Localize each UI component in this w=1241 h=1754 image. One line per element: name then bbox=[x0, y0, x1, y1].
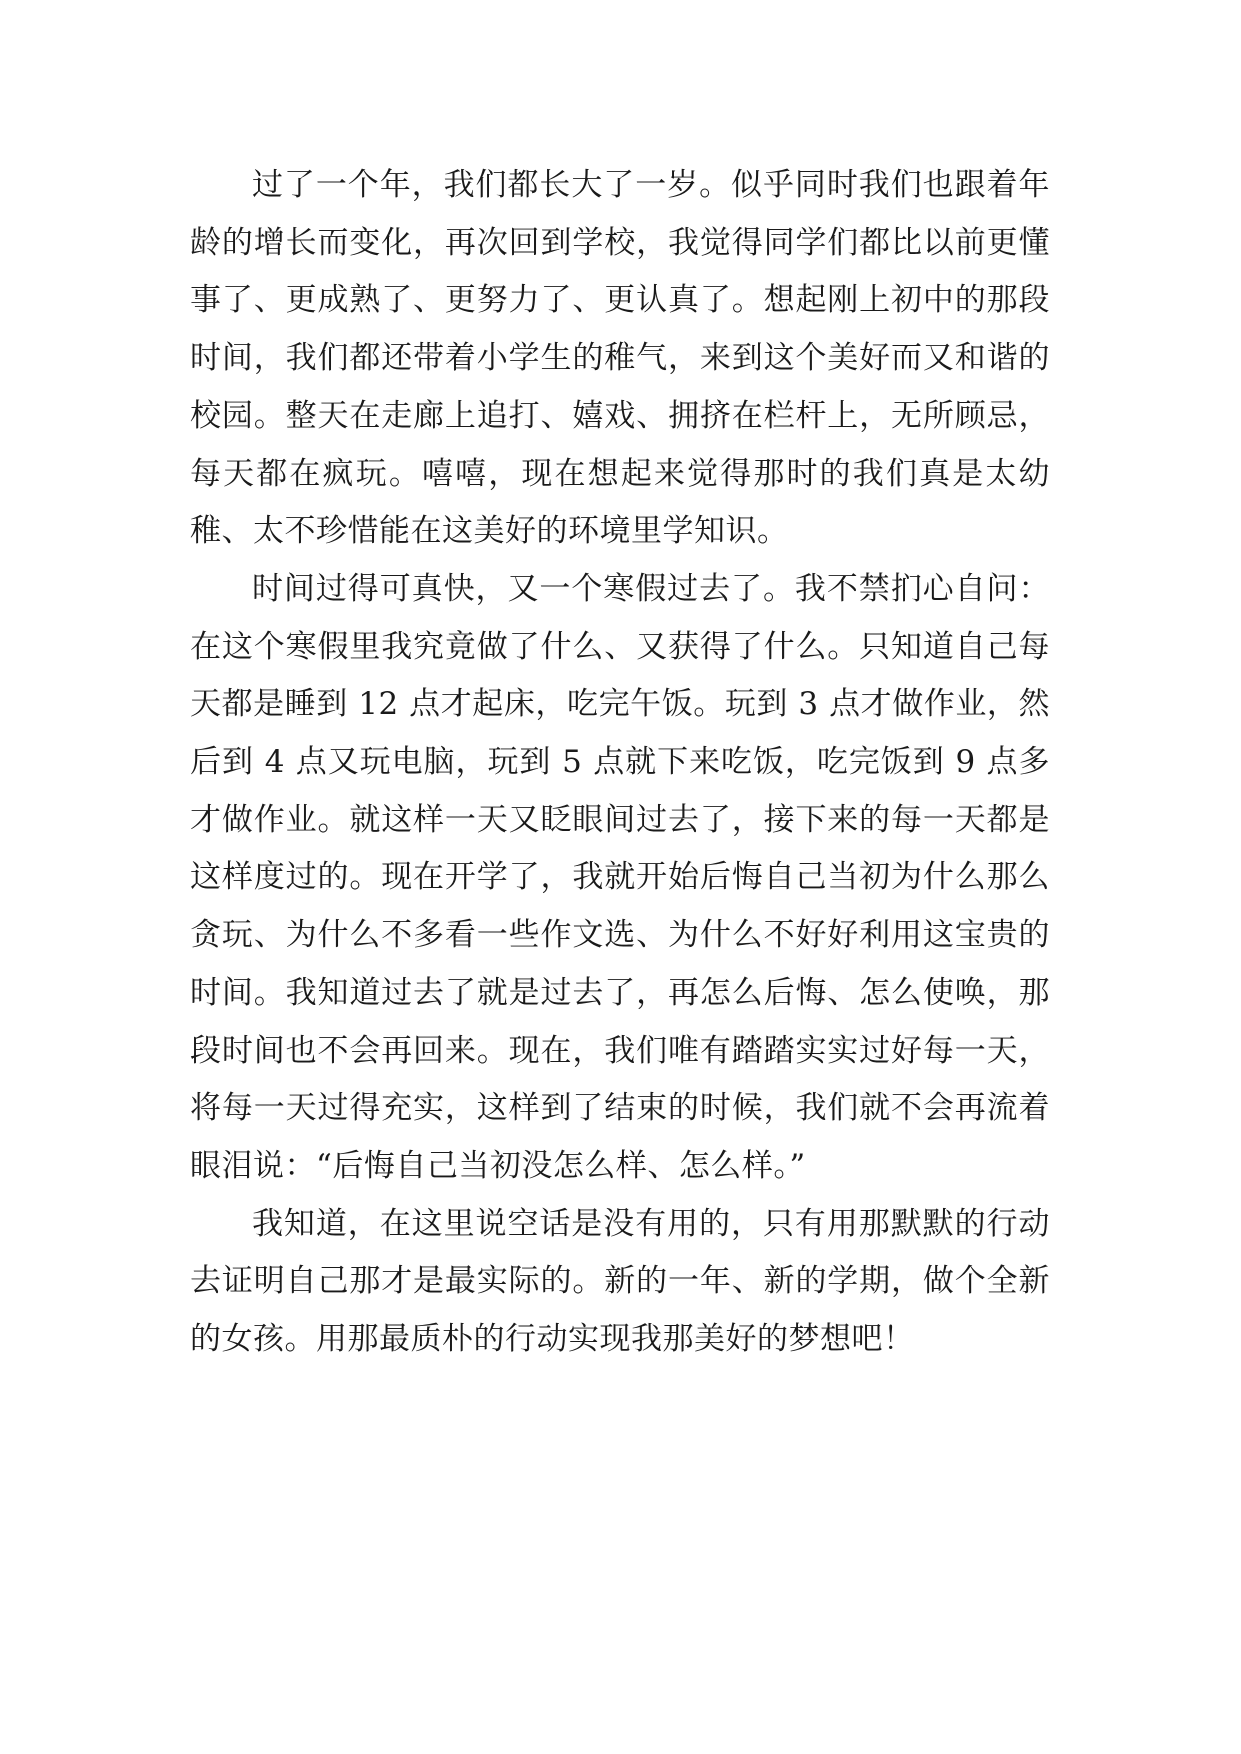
paragraph-2: 时间过得可真快，又一个寒假过去了。我不禁扪心自问：在这个寒假里我究竟做了什么、又获得了什么。只知道自己每天都是睡到 12 点才起床，吃完午饭。玩到 3 点才做作业，然后到 4 点又玩电脑，玩到 5 点就下来吃饭，吃完饭到 9 点多才做作业。就这样一天又眨眼间过去了，接下来的每一天都是这样度过的。现在开学了，我就开始后悔自己当初为什么那么贪玩、为什么不多看一些作文选、为什么不好好利用这宝贵的时间。我知道过去了就是过去了，再怎么后悔、怎么使唤，那段时间也不会再回来。现在，我们唯有踏踏实实过好每一天，将每一天过得充实，这样到了结束的时候，我们就不会再流着眼泪说：“后悔自己当初没怎么样、怎么样。” bbox=[190, 570, 1050, 1184]
essay-body bbox=[190, 157, 1050, 1369]
paragraph-3: 我知道，在这里说空话是没有用的，只有用那默默的行动去证明自己那才是最实际的。新的一年、新的学期，做个全新的女孩。用那最质朴的行动实现我那美好的梦想吧！ bbox=[190, 1205, 1050, 1358]
paragraph-1: 过了一个年，我们都长大了一岁。似乎同时我们也跟着年龄的增长而变化，再次回到学校，我觉得同学们都比以前更懂事了、更成熟了、更努力了、更认真了。想起刚上初中的那段时间，我们都还带着小学生的稚气，来到这个美好而又和谐的校园。整天在走廊上追打、嬉戏、拥挤在栏杆上，无所顾忌，每天都在疯玩。嘻嘻，现在想起来觉得那时的我们真是太幼稚、太不珍惜能在这美好的环境里学知识。 bbox=[190, 167, 1050, 550]
